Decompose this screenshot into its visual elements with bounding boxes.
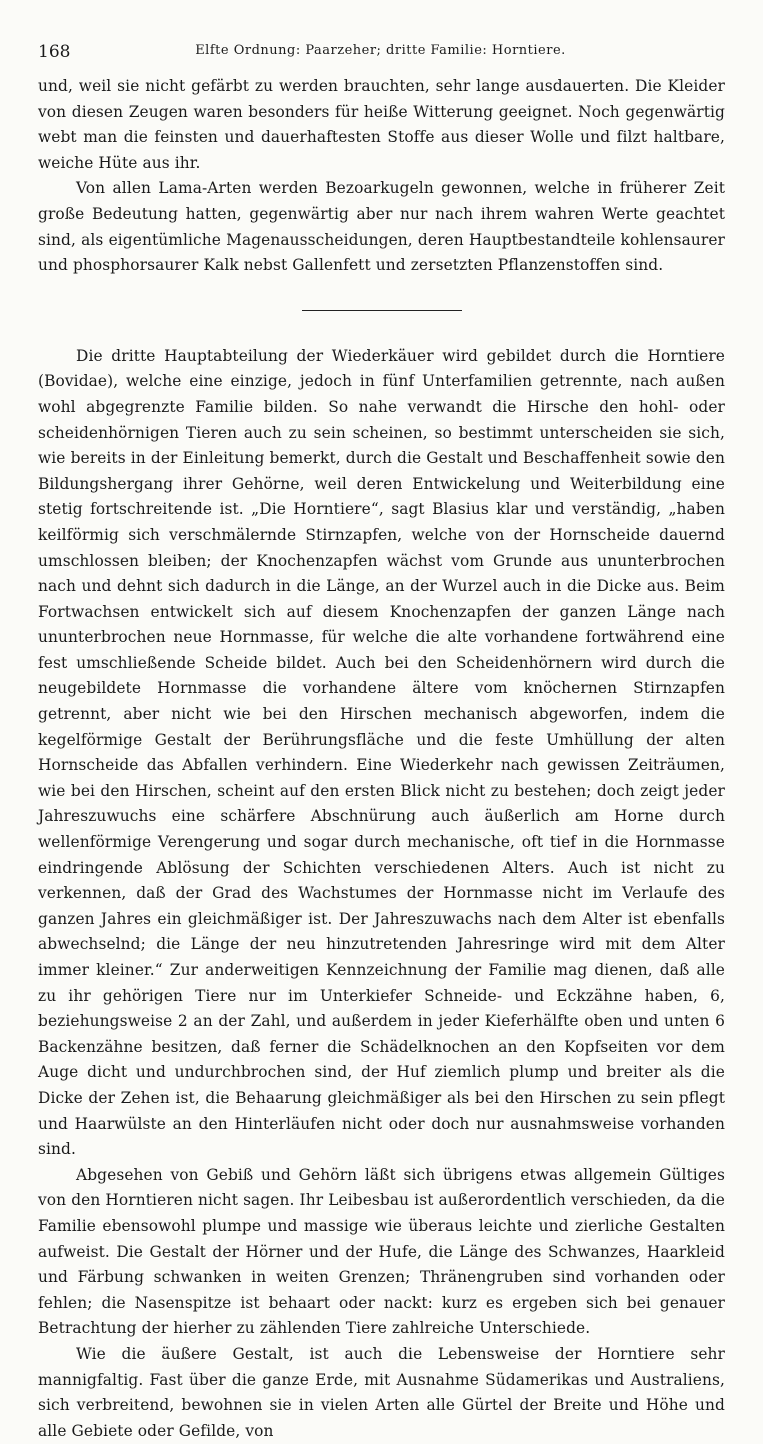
running-head: Elfte Ordnung: Paarzeher; dritte Familie: Horntiere. bbox=[195, 43, 566, 58]
page-number: 168 bbox=[38, 42, 71, 62]
page-header bbox=[38, 42, 723, 66]
paragraph: Wie die äußere Gestalt, ist auch die Lebensweise der Horntiere sehr mannigfaltig. Fast über die ganze Erde, mit Ausnahme Südamerikas und Australiens, sich verbreitend, bewohnen sie in vielen Arten alle Gürtel der Breite und Höhe und alle Gebiete oder Gefilde, von bbox=[38, 1344, 725, 1440]
paragraph: und, weil sie nicht gefärbt zu werden brauchten, sehr lange ausdauerten. Die Kleider von diesen Zeugen waren besonders für heiße Witterung geeignet. Noch gegenwärtig webt man die feinsten und dauerhaftesten Stoffe aus dieser Wolle und filzt haltbare, weiche Hüte aus ihr. bbox=[38, 77, 725, 172]
page-body bbox=[38, 74, 725, 1444]
paragraph: Abgesehen von Gebiß und Gehörn läßt sich übrigens etwas allgemein Gültiges von den Horntieren nicht sagen. Ihr Leibesbau ist außerordentlich verschieden, da die Familie ebensowohl plumpe und massige wie überaus leichte und zierliche Gestalten aufweist. Die Gestalt der Hörner und der Hufe, die Länge des Schwanzes, Haarkleid und Färbung schwanken in weiten Grenzen; Thränengruben sind vorhanden oder fehlen; die Nasenspitze ist behaart oder nackt: kurz es ergeben sich bei genauer Betrachtung der hierher zu zählenden Tiere zahlreiche Unterschiede. bbox=[38, 1165, 725, 1338]
paragraph: Von allen Lama-Arten werden Bezoarkugeln gewonnen, welche in früherer Zeit große Bedeutung hatten, gegenwärtig aber nur nach ihrem wahren Werte geachtet sind, als eigentümliche Magenausscheidungen, deren Hauptbestandteile kohlensaurer und phosphorsaurer Kalk nebst Gallenfett und zersetzten Pflanzenstoffen sind. bbox=[38, 179, 725, 275]
paragraph: Die dritte Hauptabteilung der Wiederkäuer wird gebildet durch die Horntiere (Bovidae), welche eine einzige, jedoch in fünf Unterfamilien getrennte, nach außen wohl abgegrenzte Familie bilden. So nahe verwandt die Hirsche den hohl- oder scheidenhörnigen Tieren auch zu sein scheinen, so bestimmt unterscheiden sie sich, wie bereits in der Einleitung bemerkt, durch die Gestalt und Beschaffenheit sowie den Bildungshergang ihrer Gehörne, weil deren Entwickelung und Weiterbildung eine stetig fortschreitende ist. „Die Horntiere“, sagt Blasius klar und verständig, „haben keilförmig sich verschmälernde Stirnzapfen, welche von der Hornscheide dauernd umschlossen bleiben; der Knochenzapfen wächst vom Grunde aus ununterbrochen nach und dehnt sich dadurch in die Länge, an der Wurzel auch in die Dicke aus. Beim Fortwachsen entwickelt sich auf diesem Knochenzapfen der ganzen Länge nach ununterbrochen neue Hornmasse, für welche die alte vorhandene fortwährend eine fest umschließende Scheide bildet. Auch bei den Scheidenhörnern wird durch die neugebildete Hornmasse die vorhandene ältere vom knöchernen Stirnzapfen getrennt, aber nicht wie bei den Hirschen mechanisch abgeworfen, indem die kegelförmige Gestalt der Berührungsfläche und die feste Umhüllung der alten Hornscheide das Abfallen verhindern. Eine Wiederkehr nach gewissen Zeiträumen, wie bei den Hirschen, scheint auf den ersten Blick nicht zu bestehen; doch zeigt jeder Jahreszuwuchs eine schärfere Abschnürung auch äußerlich am Horne durch wellenförmige Verengerung und sogar durch mechanische, oft tief in die Hornmasse eindringende Ablösung der Schichten verschiedenen Alters. Auch ist nicht zu verkennen, daß der Grad des Wachstumes der Hornmasse nicht im Verlaufe des ganzen Jahres ein gleichmäßiger ist. Der Jahreszuwachs nach dem Alter ist ebenfalls abwechselnd; die Länge der neu hinzutretenden Jahresringe wird mit dem Alter immer kleiner.“ Zur anderweitigen Kennzeichnung der Familie mag dienen, daß alle zu ihr gehörigen Tiere nur im Unterkiefer Schneide- und Eckzähne haben, 6, beziehungsweise 2 an der Zahl, und außerdem in jeder Kieferhälfte oben und unten 6 Backenzähne besitzen, daß ferner die Schädelknochen an den Kopfseiten vor dem Auge dicht und undurchbrochen sind, der Huf ziemlich plump und breiter als die Dicke der Zehen ist, die Behaarung gleichmäßiger als bei den Hirschen zu sein pflegt und Haarwülste an den Hinterläufen nicht oder doch nur ausnahmsweise vorhanden sind. bbox=[38, 346, 725, 1159]
section-divider bbox=[302, 310, 462, 311]
